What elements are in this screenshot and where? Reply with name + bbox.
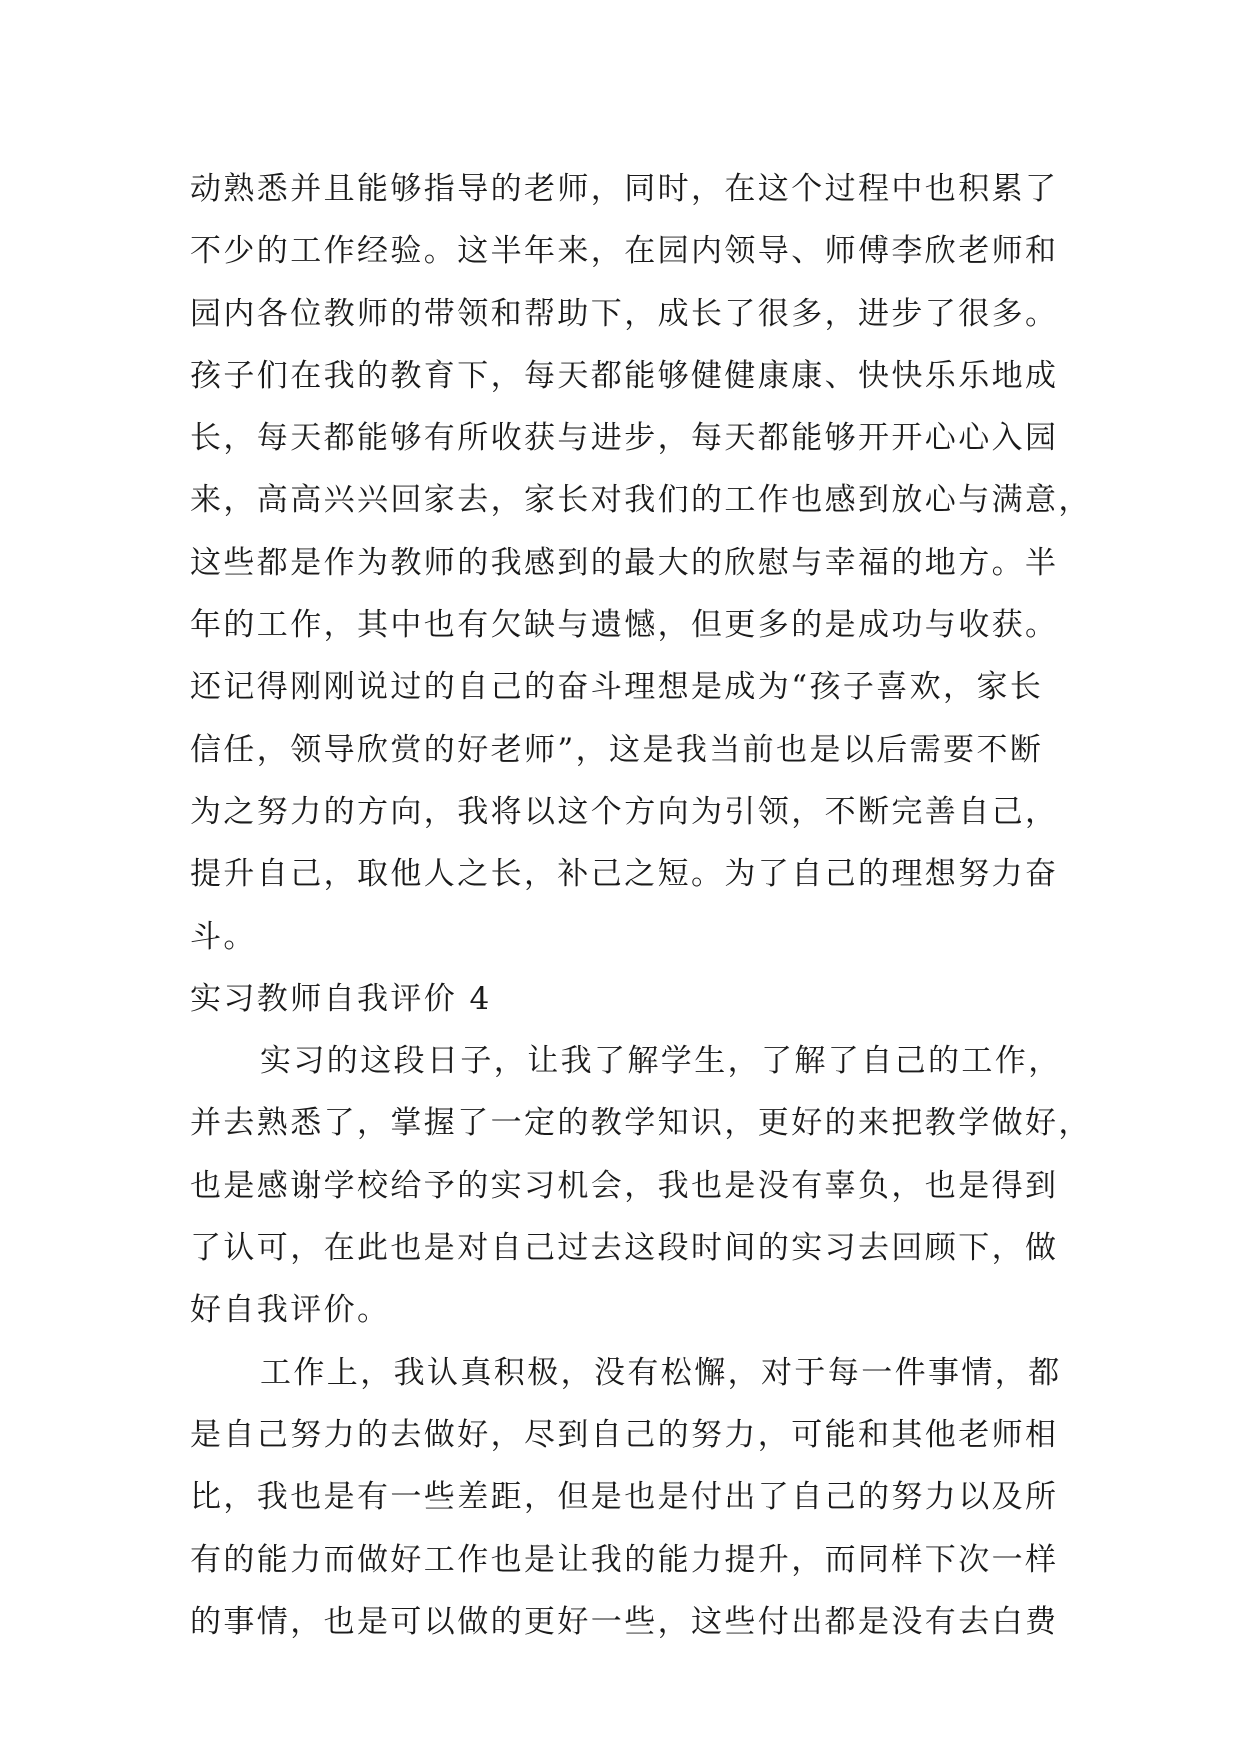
paragraph-line: 为之努力的方向，我将以这个方向为引领，不断完善自己， [190, 793, 1059, 830]
paragraph-line: 是自己努力的去做好，尽到自己的努力，可能和其他老师相 [190, 1416, 1059, 1453]
paragraph-line: 了认可，在此也是对自己过去这段时间的实习去回顾下，做 [190, 1230, 1059, 1267]
paragraph-line: 动熟悉并且能够指导的老师，同时，在这个过程中也积累了 [190, 171, 1059, 207]
paragraph-line: 孩子们在我的教育下，每天都能够健健康康、快快乐乐地成 [190, 357, 1059, 394]
paragraph-line: 也是感谢学校给予的实习机会，我也是没有辜负，也是得到 [190, 1167, 1059, 1204]
paragraph-line: 来，高高兴兴回家去，家长对我们的工作也感到放心与满意， [190, 482, 1092, 519]
paragraph-line: 年的工作，其中也有欠缺与遗憾，但更多的是成功与收获。 [190, 607, 1059, 644]
paragraph-line: 有的能力而做好工作也是让我的能力提升，而同样下次一样 [190, 1541, 1059, 1578]
paragraph-line: 实习的这段日子，让我了解学生，了解了自己的工作， [260, 1043, 1062, 1080]
paragraph-line: 好自我评价。 [190, 1292, 391, 1329]
paragraph-line: 信任，领导欣赏的好老师”，这是我当前也是以后需要不断 [190, 731, 1044, 768]
paragraph-line: 这些都是作为教师的我感到的最大的欣慰与幸福的地方。半 [190, 544, 1059, 581]
paragraph-line: 长，每天都能够有所收获与进步，每天都能够开开心心入园 [190, 420, 1059, 457]
document-body [190, 158, 1092, 1653]
paragraph-line: 比，我也是有一些差距，但是也是付出了自己的努力以及所 [190, 1479, 1059, 1516]
paragraph-line: 还记得刚刚说过的自己的奋斗理想是成为“孩子喜欢，家长 [190, 669, 1044, 706]
paragraph-line: 工作上，我认真积极，没有松懈，对于每一件事情，都 [260, 1354, 1062, 1391]
paragraph-line: 不少的工作经验。这半年来，在园内领导、师傅李欣老师和 [190, 233, 1059, 270]
paragraph-line: 的事情，也是可以做的更好一些，这些付出都是没有去白费 [190, 1603, 1059, 1640]
paragraph-line: 斗。 [190, 918, 257, 955]
paragraph-line: 园内各位教师的带领和帮助下，成长了很多，进步了很多。 [190, 295, 1059, 332]
paragraph-line: 提升自己，取他人之长，补己之短。为了自己的理想努力奋 [190, 856, 1059, 893]
paragraph-line: 并去熟悉了，掌握了一定的教学知识，更好的来把教学做好， [190, 1105, 1092, 1142]
section-heading: 实习教师自我评价 4 [190, 980, 492, 1017]
